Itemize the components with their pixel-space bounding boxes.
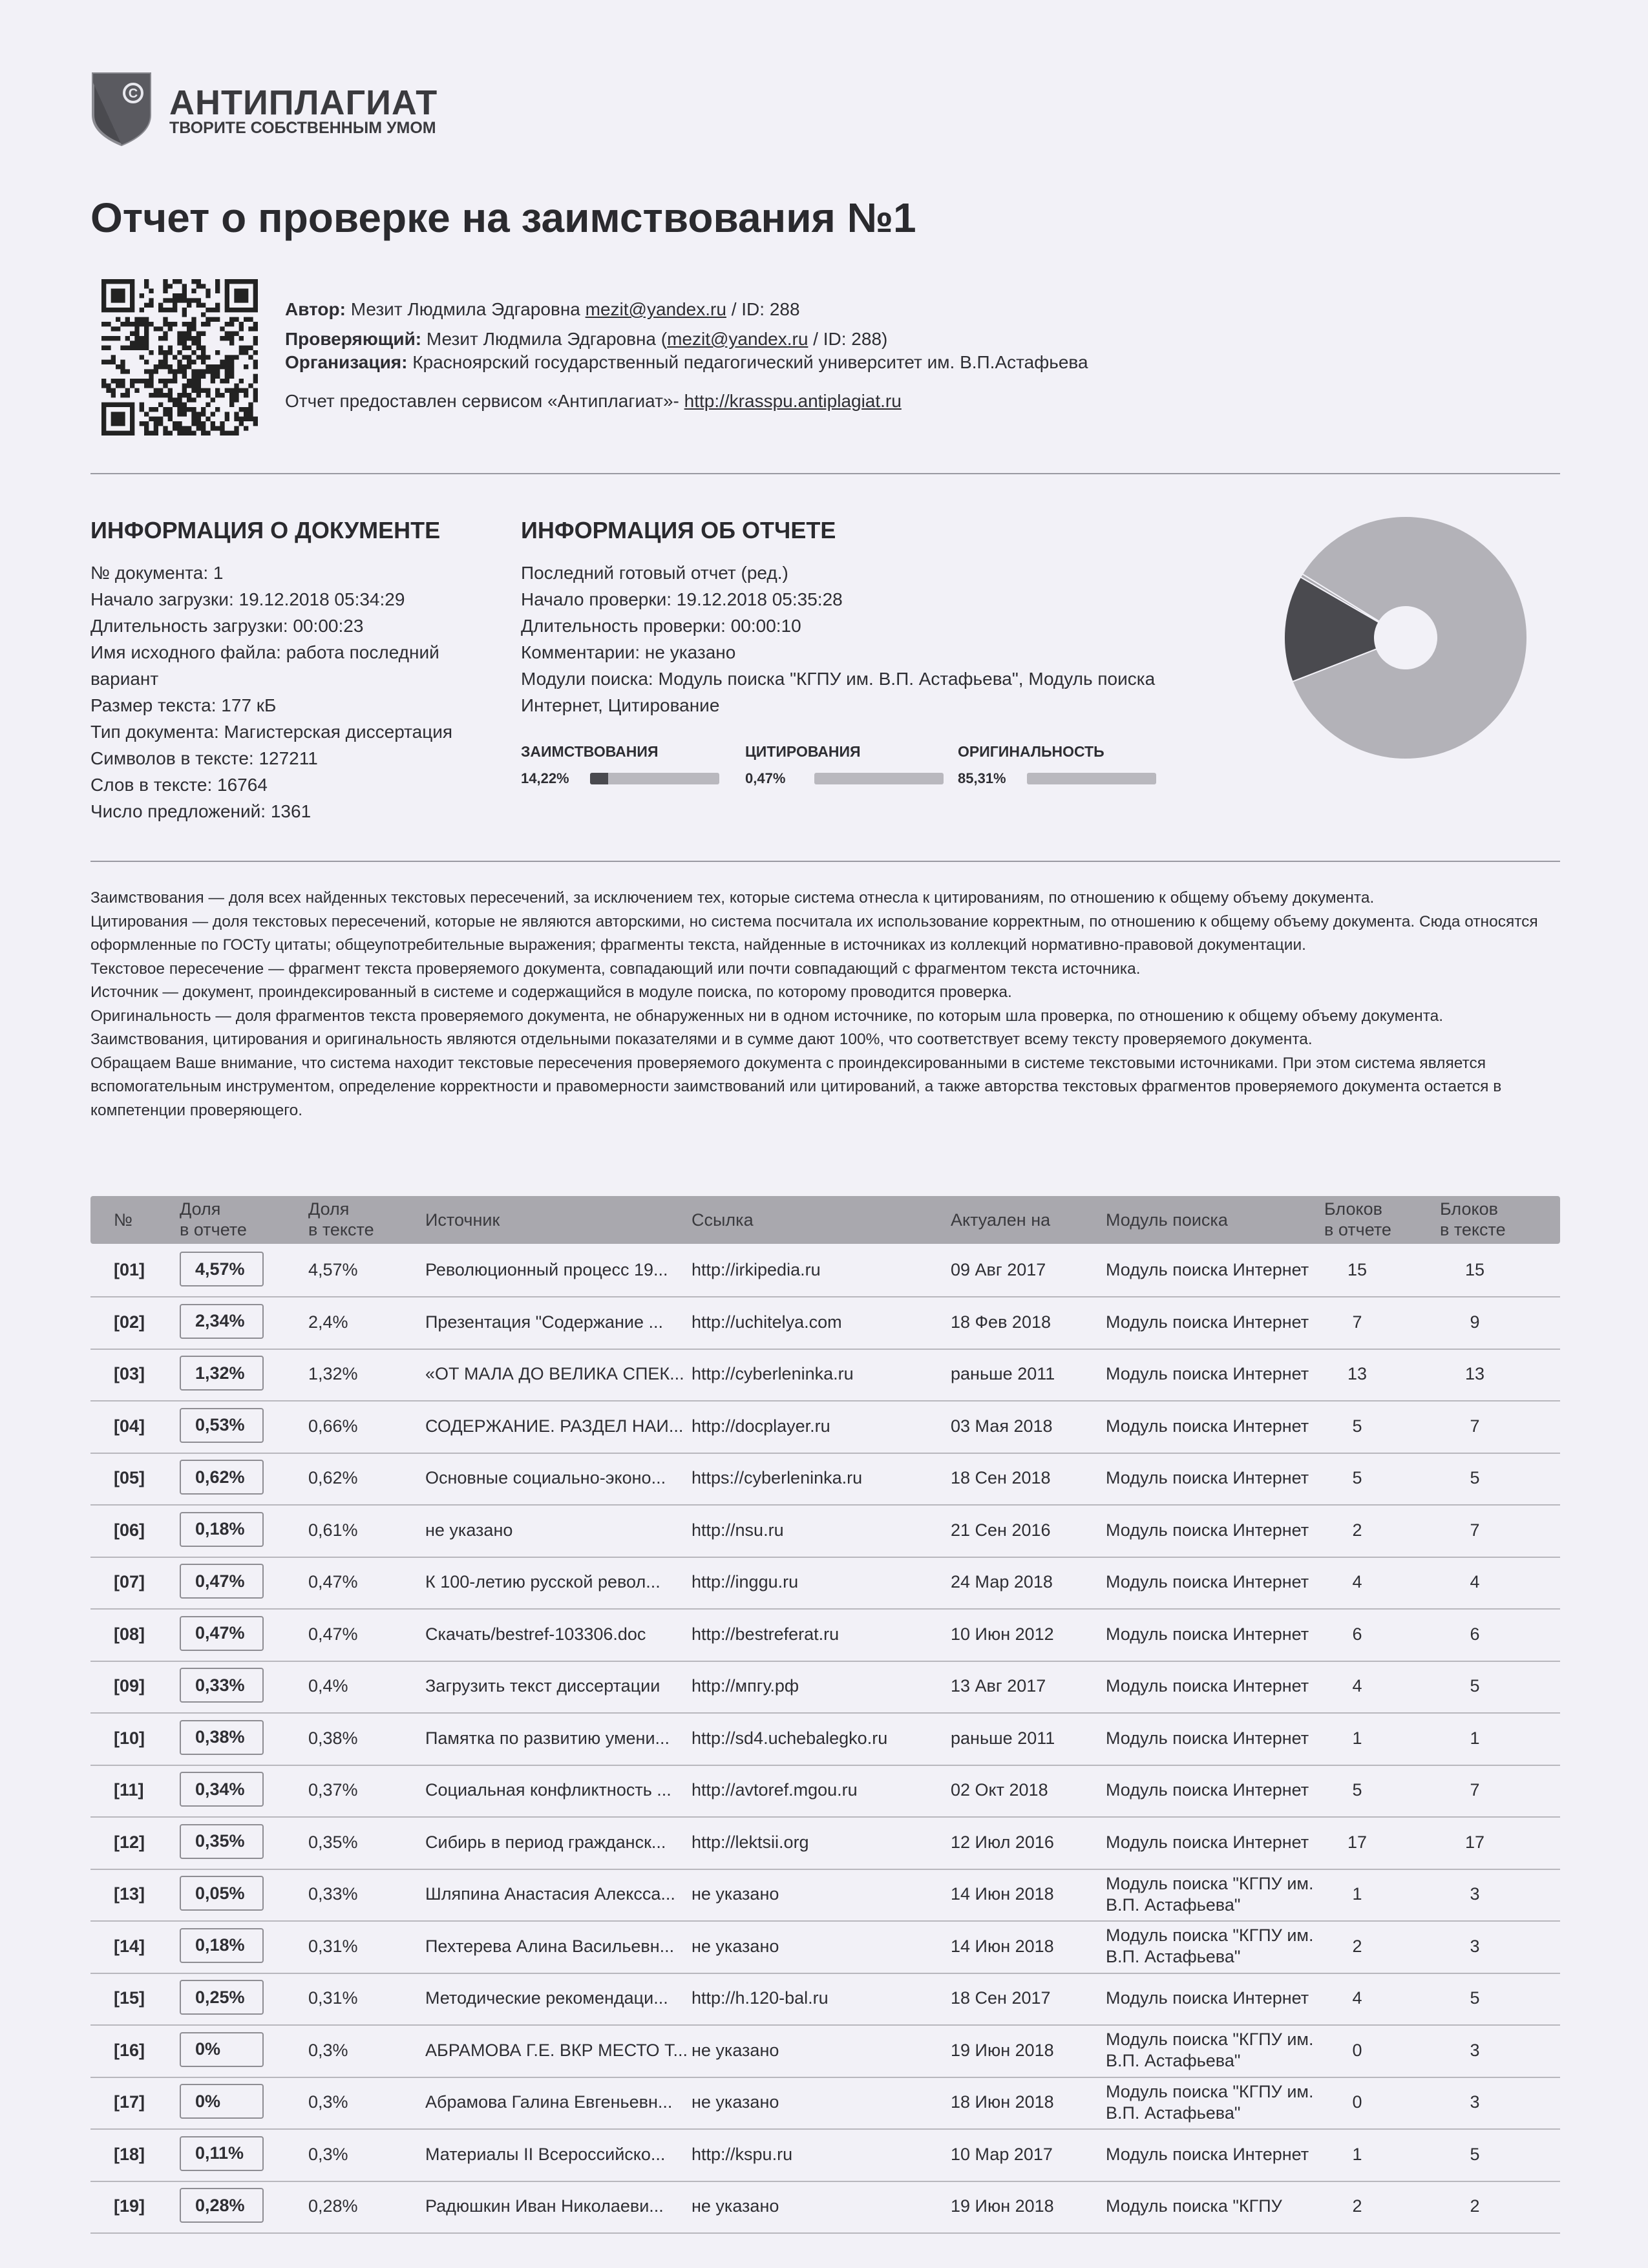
logo bbox=[90, 70, 153, 151]
blocks-in-text: 3 bbox=[1470, 1884, 1480, 1904]
col-share-report-line2: в отчете bbox=[180, 1220, 247, 1239]
sources-table-header bbox=[90, 1196, 1560, 1244]
report-info-line: Комментарии: не указано bbox=[521, 642, 736, 662]
blocks-in-text: 9 bbox=[1470, 1312, 1480, 1332]
share-in-report-box[interactable]: 0,18% bbox=[180, 1512, 264, 1547]
search-module: Модуль поиска Интернет bbox=[1106, 1780, 1309, 1800]
source-link[interactable]: http://h.120-bal.ru bbox=[692, 1988, 829, 2008]
table-row[interactable] bbox=[90, 1348, 1560, 1402]
stat-label: ЗАИМСТВОВАНИЯ bbox=[521, 743, 659, 760]
search-module: Модуль поиска Интернет bbox=[1106, 1832, 1309, 1852]
actual-date: 19 Июн 2018 bbox=[951, 2040, 1054, 2060]
table-row[interactable] bbox=[90, 1452, 1560, 1506]
checker-id: / ID: 288) bbox=[808, 329, 888, 349]
search-module: Модуль поиска "КГПУ bbox=[1106, 2196, 1282, 2216]
row-number: [09] bbox=[114, 1676, 145, 1696]
blocks-in-report: 4 bbox=[1352, 1988, 1362, 2008]
share-in-report-box[interactable]: 0,11% bbox=[180, 2136, 264, 2171]
blocks-in-text: 5 bbox=[1470, 1676, 1480, 1696]
blocks-in-report: 0 bbox=[1352, 2040, 1362, 2060]
blocks-in-report: 17 bbox=[1347, 1832, 1368, 1852]
blocks-in-text: 6 bbox=[1470, 1624, 1480, 1644]
share-in-report-box[interactable]: 0,38% bbox=[180, 1720, 264, 1755]
definition-paragraph: Заимствования — доля всех найденных текстовых пересечений, за исключением тех, которые система отнесла к цитированиям, по отношению к общему объему документа. bbox=[90, 889, 1375, 907]
document-info-line: № документа: 1 bbox=[90, 563, 224, 583]
share-in-report-box[interactable]: 0,62% bbox=[180, 1460, 264, 1495]
search-module: Модуль поиска "КГПУ им. В.П. Астафьева" bbox=[1106, 1873, 1314, 1915]
row-number: [05] bbox=[114, 1468, 145, 1487]
source-link: не указано bbox=[692, 2040, 779, 2060]
search-module: Модуль поиска "КГПУ им. В.П. Астафьева" bbox=[1106, 1926, 1314, 1966]
actual-date: 18 Сен 2017 bbox=[951, 1988, 1051, 2008]
share-in-text: 0,33% bbox=[308, 1884, 358, 1904]
qr-code-icon bbox=[101, 279, 258, 436]
table-row[interactable] bbox=[90, 1504, 1560, 1558]
share-in-report-box[interactable]: 0% bbox=[180, 2032, 264, 2067]
source-link: не указано bbox=[692, 2092, 779, 2112]
definition-paragraph: Источник — документ, проиндексированный в системе и содержащийся в модуле поиска, по которому проводится проверка. bbox=[90, 983, 1012, 1001]
actual-date: 24 Мар 2018 bbox=[951, 1572, 1053, 1591]
share-in-text: 0,4% bbox=[308, 1676, 348, 1696]
row-number: [14] bbox=[114, 1936, 145, 1956]
table-row[interactable] bbox=[90, 2076, 1560, 2130]
source-title: К 100-летию русской револ... bbox=[425, 1572, 660, 1591]
source-link[interactable]: https://cyberleninka.ru bbox=[692, 1468, 863, 1487]
share-in-report-box[interactable]: 0,34% bbox=[180, 1772, 264, 1807]
divider bbox=[90, 473, 1560, 474]
actual-date: 03 Мая 2018 bbox=[951, 1416, 1053, 1436]
shield-copyright-icon bbox=[90, 70, 153, 147]
source-title: Презентация "Содержание ... bbox=[425, 1312, 663, 1332]
divider bbox=[90, 861, 1560, 862]
report-info-line: Длительность проверки: 00:00:10 bbox=[521, 616, 801, 636]
checker-label: Проверяющий: bbox=[285, 329, 422, 349]
col-share-text bbox=[308, 1199, 374, 1240]
document-info-line: Символов в тексте: 127211 bbox=[90, 748, 318, 768]
blocks-in-text: 7 bbox=[1470, 1416, 1480, 1436]
report-info-line: Последний готовый отчет (ред.) bbox=[521, 563, 788, 583]
blocks-in-text: 5 bbox=[1470, 1988, 1480, 2008]
share-in-text: 0,35% bbox=[308, 1832, 358, 1852]
col-blocks-report-line2: в отчете bbox=[1324, 1220, 1391, 1239]
share-in-text: 0,61% bbox=[308, 1520, 358, 1540]
share-in-text: 0,28% bbox=[308, 2196, 358, 2216]
table-row[interactable] bbox=[90, 2128, 1560, 2182]
col-blocks-text-line1: Блоков bbox=[1440, 1199, 1498, 1219]
actual-date: 13 Авг 2017 bbox=[951, 1676, 1046, 1696]
row-number: [03] bbox=[114, 1364, 145, 1383]
search-module: Модуль поиска Интернет bbox=[1106, 1728, 1309, 1748]
page-title: Отчет о проверке на заимствования №1 bbox=[90, 194, 916, 241]
share-in-text: 0,3% bbox=[308, 2092, 348, 2112]
row-number: [10] bbox=[114, 1728, 145, 1748]
blocks-in-report: 2 bbox=[1352, 2196, 1362, 2216]
share-in-text: 0,62% bbox=[308, 1468, 358, 1487]
search-module: Модуль поиска Интернет bbox=[1106, 1468, 1309, 1487]
table-row[interactable] bbox=[90, 2180, 1560, 2234]
table-row[interactable] bbox=[90, 1296, 1560, 1350]
blocks-in-report: 5 bbox=[1352, 1468, 1362, 1487]
share-in-text: 4,57% bbox=[308, 1260, 358, 1279]
document-info-line: Начало загрузки: 19.12.2018 05:34:29 bbox=[90, 589, 405, 609]
source-title: Загрузить текст диссертации bbox=[425, 1676, 660, 1696]
definition-paragraph: Цитирования — доля текстовых пересечений, которые не являются авторскими, но система посчитала их использование корректным, по отношению к общему объему документа. Сюда относятся оформленные по ГОСТу цитаты; общеупотребительные выражения; фрагменты текста, найденные в источниках из коллекций нормативно-правовой документации. bbox=[90, 912, 1538, 954]
col-share-text-line1: Доля bbox=[308, 1199, 350, 1219]
source-title: Социальная конфликтность ... bbox=[425, 1780, 671, 1800]
document-info-line: Тип документа: Магистерская диссертация bbox=[90, 722, 453, 742]
provided-by-text: Отчет предоставлен сервисом «Антиплагиат»- bbox=[285, 391, 684, 411]
search-module: Модуль поиска Интернет bbox=[1106, 2144, 1309, 2164]
document-info-line: Число предложений: 1361 bbox=[90, 801, 312, 821]
blocks-in-text: 3 bbox=[1470, 1936, 1480, 1956]
source-link[interactable]: http://uchitelya.com bbox=[692, 1312, 842, 1332]
report-info bbox=[521, 560, 1155, 719]
checker-line bbox=[285, 328, 887, 351]
row-number: [01] bbox=[114, 1260, 145, 1279]
logo-slogan: ТВОРИТЕ СОБСТВЕННЫМ УМОМ bbox=[169, 119, 436, 137]
document-info-line: Слов в тексте: 16764 bbox=[90, 775, 268, 795]
source-title: Основные социально-эконо... bbox=[425, 1468, 666, 1487]
blocks-in-text: 5 bbox=[1470, 1468, 1480, 1487]
blocks-in-report: 13 bbox=[1347, 1364, 1368, 1383]
row-number: [19] bbox=[114, 2196, 145, 2216]
organization-name: Красноярский государственный педагогический университет им. В.П.Астафьева bbox=[412, 352, 1088, 372]
svg-text:C: C bbox=[128, 87, 138, 101]
share-in-report-box[interactable]: 0,33% bbox=[180, 1668, 264, 1703]
donut-chart bbox=[1276, 509, 1535, 767]
source-title: «ОТ МАЛА ДО ВЕЛИКА СПЕК... bbox=[425, 1364, 684, 1383]
search-module: Модуль поиска "КГПУ им. В.П. Астафьева" bbox=[1106, 2030, 1314, 2070]
actual-date: 10 Июн 2012 bbox=[951, 1624, 1054, 1644]
stat-label: ОРИГИНАЛЬНОСТЬ bbox=[958, 743, 1104, 760]
table-row[interactable] bbox=[90, 1712, 1560, 1766]
source-link[interactable]: http://irkipedia.ru bbox=[692, 1260, 821, 1279]
share-in-text: 0,66% bbox=[308, 1416, 358, 1436]
table-row[interactable] bbox=[90, 1400, 1560, 1454]
row-number: [18] bbox=[114, 2144, 145, 2164]
report-info-heading: ИНФОРМАЦИЯ ОБ ОТЧЕТЕ bbox=[521, 517, 836, 543]
source-title: Революционный процесс 19... bbox=[425, 1260, 668, 1279]
share-in-text: 0,3% bbox=[308, 2040, 348, 2060]
document-info-line: Размер текста: 177 кБ bbox=[90, 695, 277, 715]
actual-date: 02 Окт 2018 bbox=[951, 1780, 1048, 1800]
row-number: [15] bbox=[114, 1988, 145, 2008]
stat-progress-bar bbox=[814, 773, 944, 784]
table-row[interactable] bbox=[90, 1972, 1560, 2026]
share-in-report-box[interactable]: 0,35% bbox=[180, 1824, 264, 1859]
blocks-in-report: 5 bbox=[1352, 1416, 1362, 1436]
source-link: не указано bbox=[692, 1884, 779, 1904]
table-row[interactable] bbox=[90, 1556, 1560, 1610]
table-row[interactable] bbox=[90, 1608, 1560, 1662]
col-num: № bbox=[114, 1210, 132, 1230]
search-module: Модуль поиска Интернет bbox=[1106, 1520, 1309, 1540]
blocks-in-text: 13 bbox=[1464, 1364, 1485, 1383]
share-in-report-box[interactable]: 2,34% bbox=[180, 1304, 264, 1339]
source-link[interactable]: http://kspu.ru bbox=[692, 2144, 793, 2164]
stat-value: 85,31% bbox=[958, 770, 1006, 786]
author-email-link[interactable]: mezit@yandex.ru bbox=[585, 299, 726, 319]
actual-date: 14 Июн 2018 bbox=[951, 1936, 1054, 1956]
table-row[interactable] bbox=[90, 1868, 1560, 1922]
author-id: / ID: 288 bbox=[726, 299, 800, 319]
actual-date: 21 Сен 2016 bbox=[951, 1520, 1051, 1540]
blocks-in-report: 2 bbox=[1352, 1936, 1362, 1956]
row-number: [11] bbox=[114, 1780, 144, 1800]
search-module: Модуль поиска Интернет bbox=[1106, 1676, 1309, 1696]
stat-progress-fill bbox=[590, 773, 608, 784]
definitions bbox=[90, 887, 1570, 1122]
blocks-in-text: 15 bbox=[1464, 1260, 1485, 1279]
col-share-report bbox=[180, 1199, 247, 1240]
blocks-in-text: 3 bbox=[1470, 2092, 1480, 2112]
source-link: не указано bbox=[692, 1936, 779, 1956]
blocks-in-report: 1 bbox=[1352, 1884, 1362, 1904]
stat-progress-bar bbox=[1027, 773, 1156, 784]
col-blocks-report bbox=[1324, 1199, 1391, 1240]
blocks-in-report: 15 bbox=[1347, 1260, 1368, 1279]
row-number: [06] bbox=[114, 1520, 145, 1540]
col-source: Источник bbox=[425, 1210, 500, 1230]
source-link[interactable]: http://sd4.uchebalegko.ru bbox=[692, 1728, 888, 1748]
share-in-report-box[interactable]: 0,53% bbox=[180, 1408, 264, 1443]
blocks-in-report: 1 bbox=[1352, 2144, 1362, 2164]
search-module: Модуль поиска Интернет bbox=[1106, 1624, 1309, 1644]
blocks-in-text: 7 bbox=[1470, 1520, 1480, 1540]
stat-value: 0,47% bbox=[745, 770, 786, 786]
source-title: Материалы II Всероссийско... bbox=[425, 2144, 666, 2164]
search-module: Модуль поиска Интернет bbox=[1106, 1572, 1309, 1591]
organization-line bbox=[285, 351, 1088, 374]
blocks-in-report: 6 bbox=[1352, 1624, 1362, 1644]
table-row[interactable] bbox=[90, 1816, 1560, 1870]
service-link[interactable]: http://krasspu.antiplagiat.ru bbox=[684, 391, 902, 411]
search-module: Модуль поиска Интернет bbox=[1106, 1312, 1309, 1332]
blocks-in-text: 1 bbox=[1470, 1728, 1480, 1748]
col-share-text-line2: в тексте bbox=[308, 1220, 374, 1239]
col-blocks-text bbox=[1440, 1199, 1506, 1240]
blocks-in-text: 3 bbox=[1470, 2040, 1480, 2060]
col-actual: Актуален на bbox=[951, 1210, 1051, 1230]
definition-paragraph: Оригинальность — доля фрагментов текста проверяемого документа, не обнаруженных ни в одном источнике, по которым шла проверка, по отношению к общему объему документа. bbox=[90, 1007, 1444, 1025]
share-in-text: 2,4% bbox=[308, 1312, 348, 1332]
blocks-in-text: 2 bbox=[1470, 2196, 1480, 2216]
checker-name: Мезит Людмила Эдгаровна ( bbox=[426, 329, 668, 349]
blocks-in-report: 4 bbox=[1352, 1572, 1362, 1591]
blocks-in-report: 1 bbox=[1352, 1728, 1362, 1748]
actual-date: 19 Июн 2018 bbox=[951, 2196, 1054, 2216]
blocks-in-report: 0 bbox=[1352, 2092, 1362, 2112]
logo-title: АНТИПЛАГИАТ bbox=[169, 83, 438, 122]
source-title: Памятка по развитию умени... bbox=[425, 1728, 670, 1748]
stat-label: ЦИТИРОВАНИЯ bbox=[745, 743, 861, 760]
source-link[interactable]: http://cyberleninka.ru bbox=[692, 1364, 854, 1383]
definition-paragraph: Текстовое пересечение — фрагмент текста проверяемого документа, совпадающий или почти совпадающий с фрагментом текста источника. bbox=[90, 960, 1141, 978]
blocks-in-text: 5 bbox=[1470, 2144, 1480, 2164]
checker-email-link[interactable]: mezit@yandex.ru bbox=[667, 329, 808, 349]
actual-date: 18 Июн 2018 bbox=[951, 2092, 1054, 2112]
source-title: Шляпина Анастасия Алексса... bbox=[425, 1884, 675, 1904]
document-info-line: вариант bbox=[90, 669, 159, 689]
table-row[interactable] bbox=[90, 2024, 1560, 2078]
actual-date: 18 Фев 2018 bbox=[951, 1312, 1051, 1332]
source-link[interactable]: http://мпгу.рф bbox=[692, 1676, 799, 1696]
source-title: Абрамова Галина Евгеньевн... bbox=[425, 2092, 673, 2112]
definition-paragraph: Обращаем Ваше внимание, что система находит текстовые пересечения проверяемого документа с проиндексированными в системе текстовыми источниками. При этом система является вспомогательным инструментом, определение корректности и правомерности заимствований или цитирований, а также авторства текстовых фрагментов проверяемого документа остается в компетенции проверяющего. bbox=[90, 1054, 1502, 1119]
author-label: Автор: bbox=[285, 299, 346, 319]
col-link: Ссылка bbox=[692, 1210, 754, 1230]
share-in-report-box[interactable]: 0,18% bbox=[180, 1928, 264, 1963]
row-number: [02] bbox=[114, 1312, 145, 1332]
share-in-report-box[interactable]: 0,28% bbox=[180, 2188, 264, 2223]
actual-date: раньше 2011 bbox=[951, 1364, 1055, 1383]
share-in-text: 0,47% bbox=[308, 1624, 358, 1644]
search-module: Модуль поиска "КГПУ им. В.П. Астафьева" bbox=[1106, 2081, 1314, 2123]
stat-value: 14,22% bbox=[521, 770, 569, 786]
source-title: Скачать/bestref-103306.doc bbox=[425, 1624, 646, 1644]
report-info-line: Модули поиска: Модуль поиска "КГПУ им. В.П. Астафьева", Модуль поиска bbox=[521, 669, 1156, 689]
source-link[interactable]: http://bestreferat.ru bbox=[692, 1624, 840, 1644]
source-link: не указано bbox=[692, 2196, 779, 2216]
source-title: Методические рекомендаци... bbox=[425, 1988, 668, 2008]
source-title: Радюшкин Иван Николаеви... bbox=[425, 2196, 664, 2216]
share-in-text: 0,38% bbox=[308, 1728, 358, 1748]
blocks-in-report: 5 bbox=[1352, 1780, 1362, 1800]
source-link[interactable]: http://docplayer.ru bbox=[692, 1416, 830, 1436]
col-share-report-line1: Доля bbox=[180, 1199, 221, 1219]
share-in-text: 0,3% bbox=[308, 2144, 348, 2164]
share-in-report-box[interactable]: 0,47% bbox=[180, 1616, 264, 1651]
source-link[interactable]: http://nsu.ru bbox=[692, 1520, 784, 1540]
actual-date: 18 Сен 2018 bbox=[951, 1468, 1051, 1487]
document-info bbox=[90, 560, 452, 824]
row-number: [12] bbox=[114, 1832, 145, 1852]
search-module: Модуль поиска Интернет bbox=[1106, 1260, 1309, 1279]
col-blocks-text-line2: в тексте bbox=[1440, 1220, 1506, 1239]
source-link[interactable]: http://avtoref.mgou.ru bbox=[692, 1780, 858, 1800]
blocks-in-text: 17 bbox=[1464, 1832, 1485, 1852]
row-number: [17] bbox=[114, 2092, 145, 2112]
row-number: [08] bbox=[114, 1624, 145, 1644]
document-info-line: Имя исходного файла: работа последний bbox=[90, 642, 439, 662]
source-title: Пехтерева Алина Васильевн... bbox=[425, 1936, 675, 1956]
table-row[interactable] bbox=[90, 1764, 1560, 1818]
search-module: Модуль поиска Интернет bbox=[1106, 1364, 1309, 1383]
share-in-text: 0,31% bbox=[308, 1988, 358, 2008]
blocks-in-report: 4 bbox=[1352, 1676, 1362, 1696]
report-info-line: Интернет, Цитирование bbox=[521, 695, 720, 715]
source-link[interactable]: http://inggu.ru bbox=[692, 1572, 799, 1591]
document-info-heading: ИНФОРМАЦИЯ О ДОКУМЕНТЕ bbox=[90, 517, 441, 543]
share-in-report-box[interactable]: 0,05% bbox=[180, 1876, 264, 1911]
table-row[interactable] bbox=[90, 1660, 1560, 1714]
author-line bbox=[285, 298, 800, 321]
author-name: Мезит Людмила Эдгаровна bbox=[350, 299, 580, 319]
blocks-in-report: 7 bbox=[1352, 1312, 1362, 1332]
blocks-in-report: 2 bbox=[1352, 1520, 1362, 1540]
source-title: Сибирь в период гражданск... bbox=[425, 1832, 666, 1852]
row-number: [07] bbox=[114, 1572, 145, 1591]
provided-by-line bbox=[285, 390, 902, 413]
report-info-line: Начало проверки: 19.12.2018 05:35:28 bbox=[521, 589, 843, 609]
share-in-report-box[interactable]: 0,47% bbox=[180, 1564, 264, 1599]
share-in-report-box[interactable]: 1,32% bbox=[180, 1356, 264, 1391]
source-title: не указано bbox=[425, 1520, 513, 1540]
organization-label: Организация: bbox=[285, 352, 408, 372]
share-in-text: 0,47% bbox=[308, 1572, 358, 1591]
table-row[interactable] bbox=[90, 1244, 1560, 1297]
actual-date: 10 Мар 2017 bbox=[951, 2144, 1053, 2164]
row-number: [04] bbox=[114, 1416, 145, 1436]
search-module: Модуль поиска Интернет bbox=[1106, 1988, 1309, 2008]
row-number: [16] bbox=[114, 2040, 145, 2060]
share-in-report-box[interactable]: 0% bbox=[180, 2084, 264, 2119]
actual-date: 14 Июн 2018 bbox=[951, 1884, 1054, 1904]
row-number: [13] bbox=[114, 1884, 145, 1904]
share-in-text: 1,32% bbox=[308, 1364, 358, 1383]
blocks-in-text: 4 bbox=[1470, 1572, 1480, 1591]
search-module: Модуль поиска Интернет bbox=[1106, 1416, 1309, 1436]
table-row[interactable] bbox=[90, 1920, 1560, 1974]
share-in-text: 0,31% bbox=[308, 1936, 358, 1956]
definition-paragraph: Заимствования, цитирования и оригинальность являются отдельными показателями и в сумме дают 100%, что соответствует всему тексту проверяемого документа. bbox=[90, 1031, 1313, 1048]
actual-date: 12 Июл 2016 bbox=[951, 1832, 1054, 1852]
col-blocks-report-line1: Блоков bbox=[1324, 1199, 1382, 1219]
actual-date: раньше 2011 bbox=[951, 1728, 1055, 1748]
document-info-line: Длительность загрузки: 00:00:23 bbox=[90, 616, 364, 636]
share-in-report-box[interactable]: 0,25% bbox=[180, 1980, 264, 2015]
share-in-report-box[interactable]: 4,57% bbox=[180, 1252, 264, 1286]
share-in-text: 0,37% bbox=[308, 1780, 358, 1800]
source-title: АБРАМОВА Г.Е. ВКР МЕСТО Т... bbox=[425, 2040, 688, 2060]
col-module: Модуль поиска bbox=[1106, 1210, 1228, 1230]
source-title: СОДЕРЖАНИЕ. РАЗДЕЛ НАИ... bbox=[425, 1416, 684, 1436]
blocks-in-text: 7 bbox=[1470, 1780, 1480, 1800]
actual-date: 09 Авг 2017 bbox=[951, 1260, 1046, 1279]
source-link[interactable]: http://lektsii.org bbox=[692, 1832, 809, 1852]
stat-progress-bar bbox=[590, 773, 719, 784]
